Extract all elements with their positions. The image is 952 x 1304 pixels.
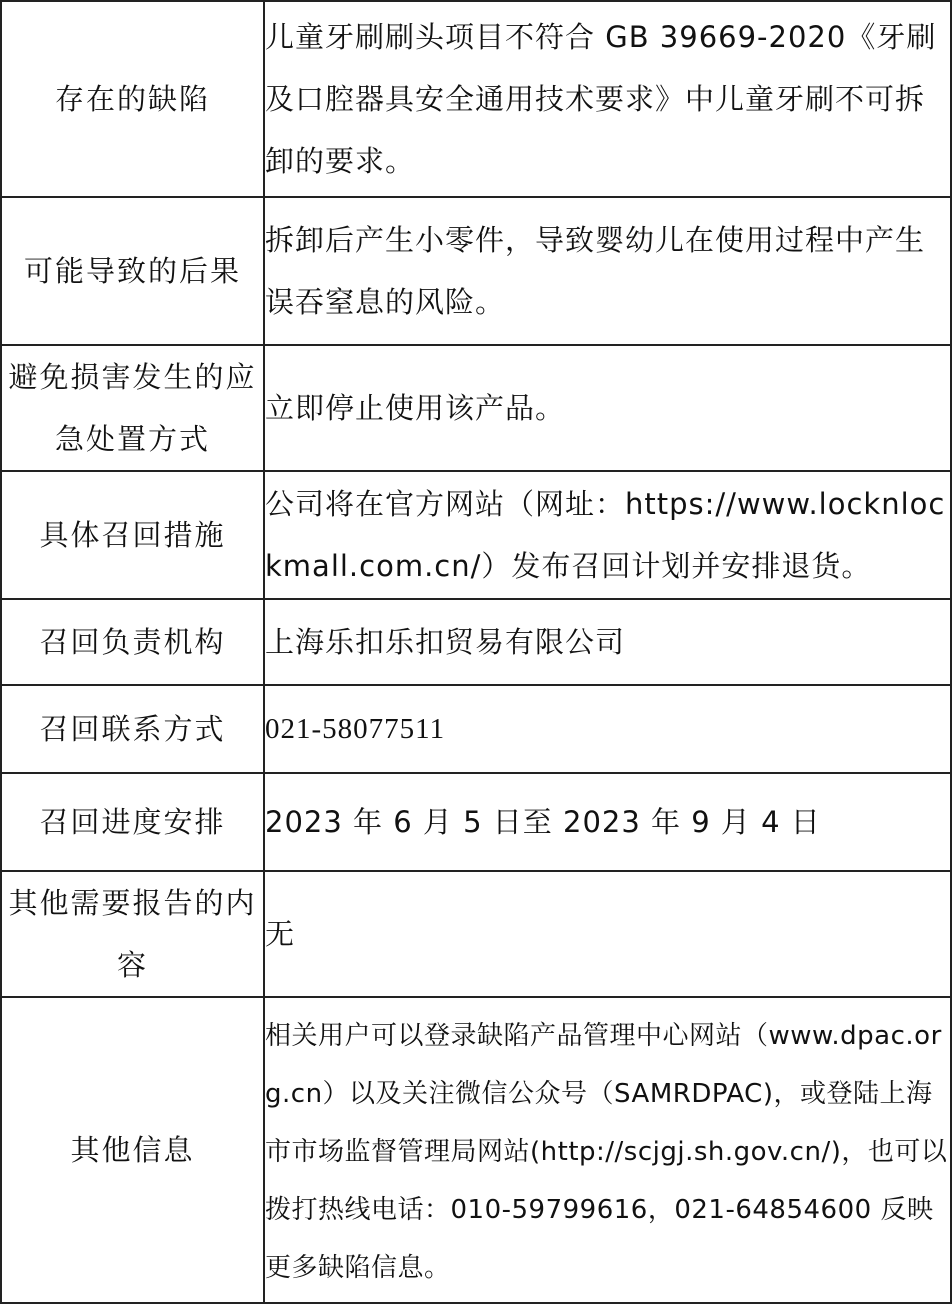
table-row-emergency-measure (1, 345, 951, 471)
contact-value: 021-58077511 (264, 685, 951, 773)
emergency-measure-value: 立即停止使用该产品。 (264, 345, 951, 471)
schedule-value: 2023 年 6 月 5 日至 2023 年 9 月 4 日 (264, 773, 951, 871)
defect-value: 儿童牙刷刷头项目不符合 GB 39669-2020《牙刷及口腔器具安全通用技术要求》中儿童牙刷不可拆卸的要求。 (264, 1, 951, 197)
table-row-other-info (1, 997, 951, 1303)
other-info-label: 其他信息 (1, 997, 264, 1303)
other-report-value: 无 (264, 871, 951, 997)
other-report-label: 其他需要报告的内容 (1, 871, 264, 997)
table-row-defect (1, 1, 951, 197)
responsible-org-value: 上海乐扣乐扣贸易有限公司 (264, 599, 951, 685)
table-row-recall-measures (1, 471, 951, 599)
contact-label: 召回联系方式 (1, 685, 264, 773)
consequence-label: 可能导致的后果 (1, 197, 264, 345)
table-row-responsible-org (1, 599, 951, 685)
emergency-measure-label: 避免损害发生的应急处置方式 (1, 345, 264, 471)
other-info-value: 相关用户可以登录缺陷产品管理中心网站（www.dpac.org.cn）以及关注微信公众号（SAMRDPAC)，或登陆上海市市场监督管理局网站(http://scjgj.sh.gov.cn/)，也可以拨打热线电话：010-59799616，021-64854600 反映更多缺陷信息。 (264, 997, 951, 1303)
schedule-label: 召回进度安排 (1, 773, 264, 871)
table-row-contact (1, 685, 951, 773)
recall-measures-label: 具体召回措施 (1, 471, 264, 599)
table-row-schedule (1, 773, 951, 871)
defect-label: 存在的缺陷 (1, 1, 264, 197)
table-row-other-report (1, 871, 951, 997)
responsible-org-label: 召回负责机构 (1, 599, 264, 685)
recall-measures-value: 公司将在官方网站（网址：https://www.locknlockmall.com.cn/）发布召回计划并安排退货。 (264, 471, 951, 599)
consequence-value: 拆卸后产生小零件，导致婴幼儿在使用过程中产生误吞窒息的风险。 (264, 197, 951, 345)
table-row-consequence (1, 197, 951, 345)
